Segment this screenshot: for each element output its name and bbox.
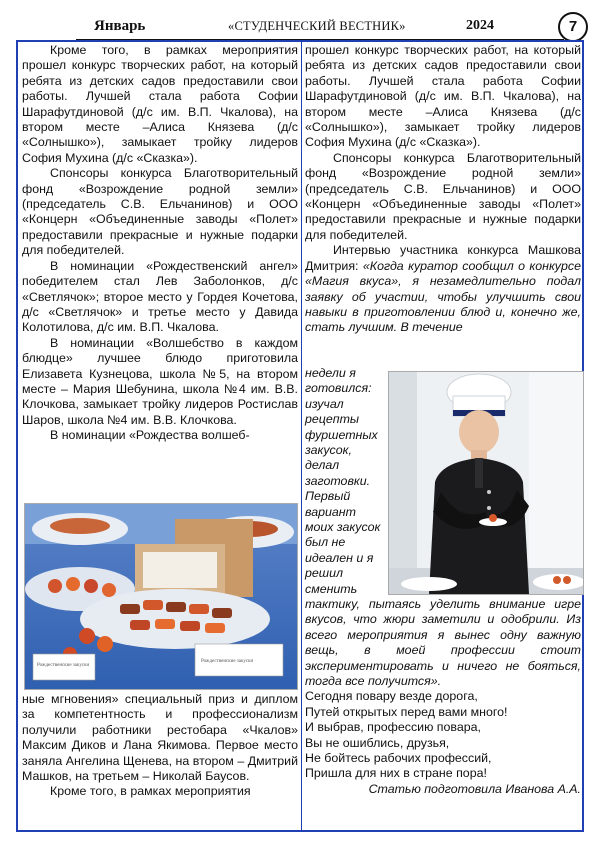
interview-paragraph xyxy=(305,243,581,335)
column-divider xyxy=(301,42,302,830)
poem-line: Вы не ошиблись, друзья, xyxy=(305,735,450,750)
quote-continuation: тактику, пытаясь уделить внимание игре вкусов, что жюри заметили и одобрили. Из всего мероприятия я вынес одну важную вещь, в моей профессии стоит экспериментировать и ничего не бояться, тогда все получится». xyxy=(305,597,581,689)
left-column-upper xyxy=(22,43,298,444)
poem-line: Путей открытых перед вами много! xyxy=(305,704,508,719)
chef-photo xyxy=(388,371,584,595)
poem-line: Не бойтесь рабочих профессий, xyxy=(305,751,492,766)
left-paragraph-2: Спонсоры конкурса Благотворительный фонд «Возрождение родной земли» (председатель С.В. Ельчанинов) и ООО «Концерн «Объединенные заводы «Полет» предоставили прекрасные и нужные подарки для победителей. xyxy=(22,166,298,258)
interview-wrap-text: недели я готовился: изучал рецепты фуршетных закусок, делал заготовки. Первый вариант моих закусок был не идеален и я решил сменить xyxy=(305,366,381,596)
chef-photo-graphic xyxy=(389,372,583,594)
food-display-photo xyxy=(24,503,298,690)
left-paragraph-7: Кроме того, в рамках мероприятия xyxy=(50,784,251,799)
left-paragraph-3: В номинации «Рождественский ангел» победителем стал Лев Заболонков, д/с «Светлячок»; второе место у Гордея Кочетова, д/с «Светлячок» и третье место у Давида Колотилова, д/с им. В.П. Чкалова. xyxy=(22,258,298,335)
page-header xyxy=(16,12,584,40)
left-paragraph-6: ные мгновения» специальный приз и диплом за компетентность и профессионализм получили работники рестобара «Чкалов» Максим Диков и Лана Якимова. Первое место заняла Ангелина Щенева, на втором – Дмитрий Машков, на третьем – Николай Баусов. xyxy=(22,692,298,784)
food-photo-graphic xyxy=(25,504,297,689)
right-paragraph-1: прошел конкурс творческих работ, на который ребята из детских садов предоставили свои работы. Лучшей стала работа Софии Шарафутдиновой (д/с им. В.П. Чкалова), на втором месте –Алиса Князева (д/с «Солнышко»), замыкает тройку лидеров София Мухина (д/с «Сказка»). xyxy=(305,43,581,150)
right-column-upper xyxy=(305,43,581,336)
label-card-1: Рождественские закуски xyxy=(37,663,90,668)
left-paragraph-4: В номинации «Волшебство в каждом блюдце» лучшее блюдо приготовила Елизавета Кузнецова, школа №5, на втором месте – Мария Шебунина, школа №4 им. В.В. Клочкова, замыкает тройку лидеров Ростислав Шаров, школа №4 им. В.В. Клочкова. xyxy=(22,335,298,427)
right-paragraph-2: Спонсоры конкурса Благотворительный фонд «Возрождение родной земли» (председатель С.В. Ельчанинов) и ООО «Концерн «Объединенные заводы «Полет» предоставили прекрасные и нужные подарки для победителей. xyxy=(305,150,581,242)
header-year: 2024 xyxy=(466,18,494,33)
left-column-lower xyxy=(22,692,298,800)
interview-quote: «Когда куратор сообщил о конкурсе «Магия вкуса», я незамедлительно подал заявку об участии, чтобы улучшить свои навыки в приготовлении блюд и, конечно же, стать лучшим. В течение xyxy=(305,258,581,335)
left-paragraph-1: Кроме того, в рамках мероприятия прошел конкурс творческих работ, на который ребята из детских садов предоставили свои работы. Лучшей стала работа Софии Шарафутдиновой (д/с им. В.П. Чкалова), на втором месте –Алиса Князева (д/с «Солнышко»), замыкает тройку лидеров София Мухина (д/с «Сказка»). xyxy=(22,43,298,165)
newspaper-title: «СТУДЕНЧЕСКИЙ ВЕСТНИК» xyxy=(228,19,406,33)
label-card-2: Рождественские закуски xyxy=(201,659,254,664)
poem-line: Пришла для них в стране пора! xyxy=(305,766,487,781)
header-month: Январь xyxy=(94,18,146,34)
poem-line: И выбрав, профессию повара, xyxy=(305,720,481,735)
page-number: 7 xyxy=(558,12,588,42)
poem-line: Сегодня повару везде дорога, xyxy=(305,689,478,704)
left-paragraph-5: В номинации «Рождества волшеб- xyxy=(50,428,250,443)
poem xyxy=(305,689,581,781)
right-column-lower xyxy=(305,597,581,797)
author-signature: Статью подготовила Иванова А.А. xyxy=(368,781,581,796)
interview-lead: Интервью участника конкурса Машкова Дмитрия: xyxy=(305,243,581,273)
